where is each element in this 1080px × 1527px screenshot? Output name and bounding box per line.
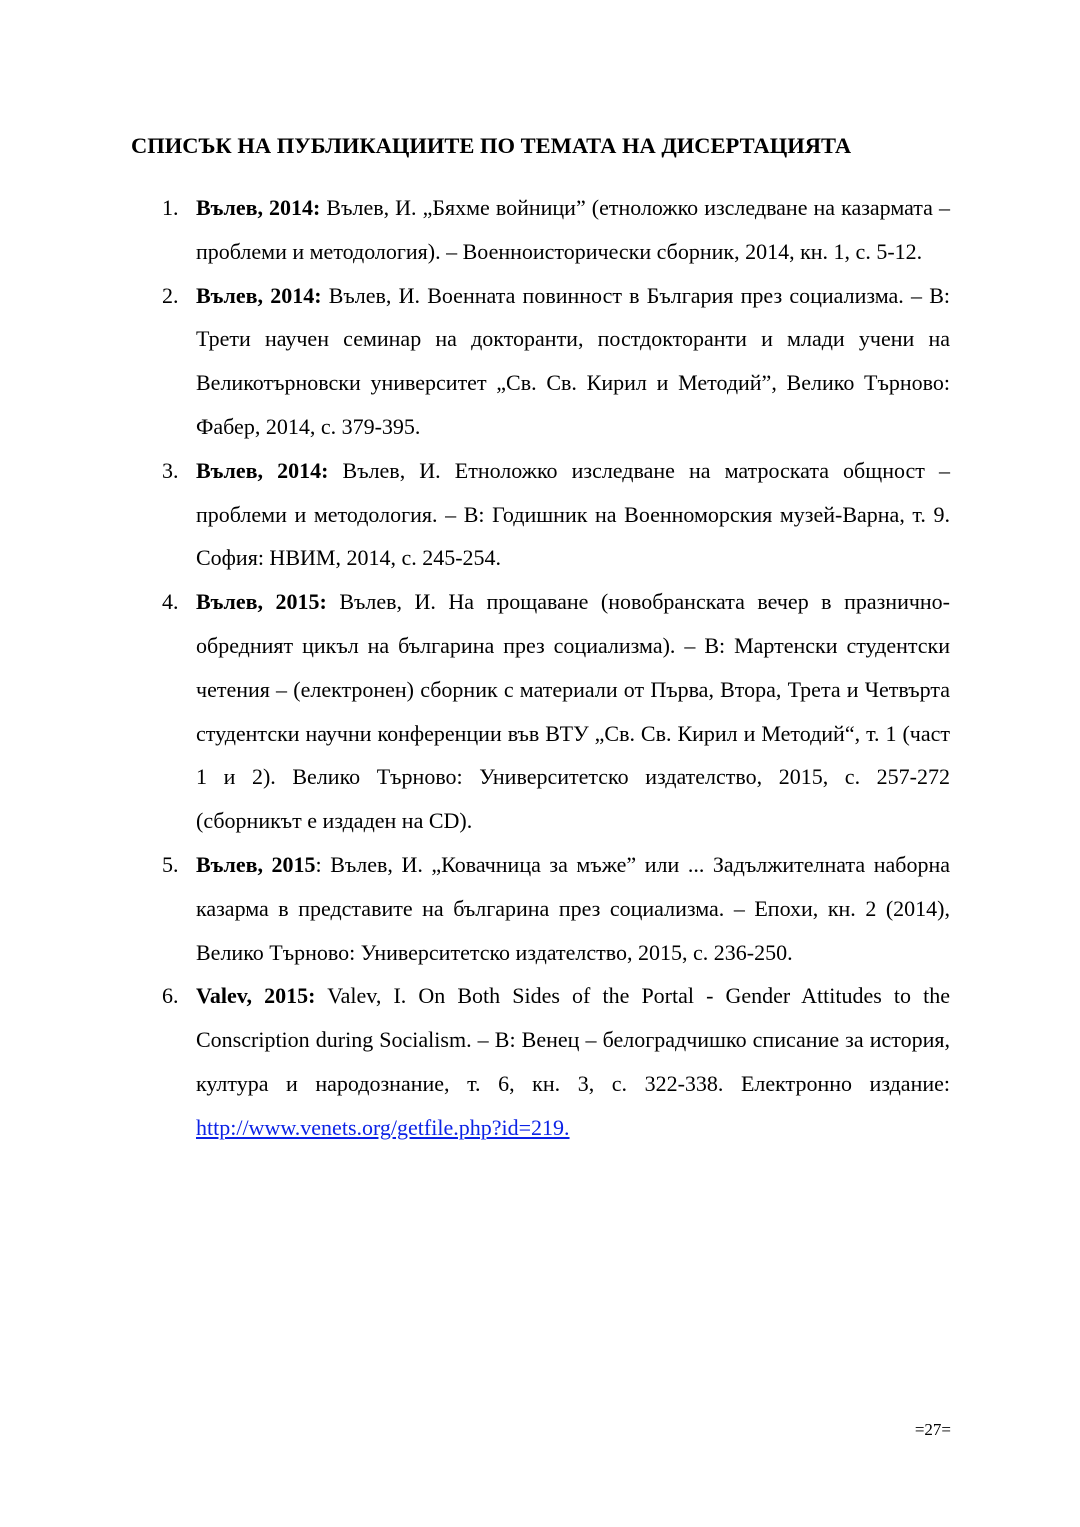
venets-link[interactable]: http://www.venets.org/getfile.php?id=219.	[196, 1114, 570, 1140]
item-number: 5.	[162, 851, 179, 877]
item-number: 2.	[162, 282, 179, 308]
item-text	[196, 274, 950, 449]
author-year: Вълев, 2014:	[196, 457, 329, 483]
list-item	[0, 580, 1080, 843]
author-year: Вълев, 2014:	[196, 195, 321, 220]
author-year: Valev, 2015:	[196, 983, 316, 1009]
citation: Valev, I. On Both Sides of the Portal - Gender Attitudes to the Conscription during Socialism. – В: Венец – белоградчишко списание за история, култура и народознание, т. 6, кн. 3, с. 322-338. Електронно издание:	[196, 983, 951, 1096]
author-year: Вълев, 2014:	[196, 282, 322, 308]
citation: Вълев, И. Етноложко изследване на матроската общност – проблеми и методология. – В: Годишник на Военноморския музей-Варна, т. 9. София: НВИМ, 2014, с. 245-254.	[196, 457, 950, 571]
item-number: 3.	[162, 457, 179, 483]
page-number: =27=	[914, 1420, 951, 1439]
list-item	[0, 449, 1080, 580]
citation: Вълев, И. „Бяхме войници” (етноложко изследване на казармата – проблеми и методология). – Военноисторически сборник, 2014, кн. 1, с. 5-12.	[196, 195, 950, 264]
item-text	[196, 843, 950, 974]
item-number: 6.	[162, 983, 179, 1009]
item-text	[196, 580, 950, 843]
citation: : Вълев, И. „Ковачница за мъже” или ... Задължителната наборна казарма в представите на българина през социализма. – Епохи, кн. 2 (2014), Велико Търново: Университетско издателство, 2015, с. 236-250.	[196, 851, 950, 965]
item-text	[196, 186, 950, 274]
list-item	[0, 186, 1080, 274]
item-text	[196, 974, 950, 1149]
page-title: СПИСЪК НА ПУБЛИКАЦИИТЕ ПО ТЕМАТА НА ДИСЕРТАЦИЯТА	[131, 133, 852, 158]
list-item	[0, 843, 1080, 974]
item-text	[196, 449, 950, 580]
publication-list	[0, 186, 1080, 1150]
item-number: 4.	[162, 589, 179, 615]
citation: Вълев, И. На прощаване (новобранската вечер в празнично-обредният цикъл на българина през социализма). – В: Мартенски студентски четения – (електронен) сборник с материали от Първа, Втора, Трета и Четвърта студентски научни конференции във ВТУ „Св. Св. Кирил и Методий“, т. 1 (част 1 и 2). Велико Търново: Университетско издателство, 2015, с. 257-272 (сборникът е издаден на CD).	[196, 589, 951, 834]
list-item	[0, 274, 1080, 449]
author-year: Вълев, 2015:	[196, 589, 327, 615]
author-year: Вълев, 2015	[196, 851, 316, 877]
item-number: 1.	[162, 195, 179, 220]
citation: Вълев, И. Военната повинност в България през социализма. – В: Трети научен семинар на докторанти, постдокторанти и млади учени на Великотърновски университет „Св. Св. Кирил и Методий”, Велико Търново: Фабер, 2014, с. 379-395.	[196, 282, 950, 439]
list-item	[0, 974, 1080, 1149]
